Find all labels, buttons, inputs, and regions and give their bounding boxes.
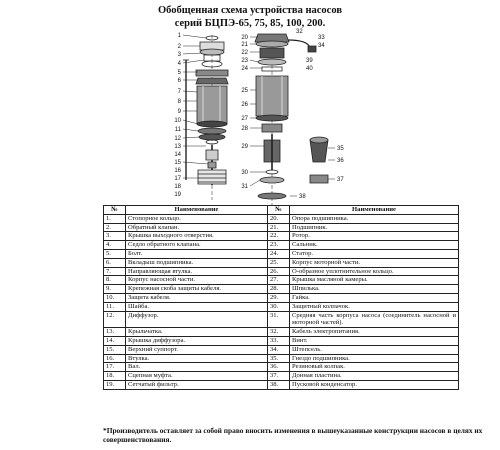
- diagram-subtitle: серий БЦПЭ-65, 75, 85, 100, 200.: [174, 18, 326, 29]
- cell-num-left: 10.: [104, 293, 126, 302]
- cell-name-left: Сетчатый фильтр.: [126, 380, 268, 389]
- cell-num-right: 34.: [268, 345, 290, 354]
- cell-name-right: Винт.: [290, 336, 459, 345]
- callout-12: 12: [174, 136, 181, 142]
- cell-num-right: 32.: [268, 328, 290, 337]
- callout-39: 39: [306, 58, 313, 64]
- cell-num-right: 28.: [268, 285, 290, 294]
- table-row: [104, 328, 459, 337]
- callout-22: 22: [241, 50, 248, 56]
- cell-name-right: Статор.: [290, 249, 459, 258]
- callout-23: 23: [241, 58, 248, 64]
- footnote: *Производитель оставляет за собой право вносить изменения в вышеуказанные конструкции насосов в целях их совершенствования.: [103, 426, 483, 445]
- cell-num-left: 7.: [104, 267, 126, 276]
- table-row: [104, 311, 459, 328]
- callout-6: 6: [177, 78, 181, 84]
- callout-16: 16: [174, 168, 181, 174]
- table-row: [104, 293, 459, 302]
- cell-name-right: Корпус моторной части.: [290, 258, 459, 267]
- cell-name-left: Верхний суппорт.: [126, 345, 268, 354]
- cell-name-right: Крышка масляной камеры.: [290, 276, 459, 285]
- cell-name-right: Донная пластина.: [290, 372, 459, 381]
- cell-num-left: 19.: [104, 380, 126, 389]
- callout-28: 28: [241, 126, 248, 132]
- cell-name-left: Крепежная скоба защиты кабеля.: [126, 285, 268, 294]
- callout-15: 15: [174, 160, 181, 166]
- callout-17: 17: [174, 176, 181, 182]
- cell-name-right: Защитный колпачок.: [290, 302, 459, 311]
- cell-num-right: 24.: [268, 249, 290, 258]
- callout-38: 38: [299, 194, 306, 200]
- cell-name-right: Кабель электропитания.: [290, 328, 459, 337]
- cell-num-right: 25.: [268, 258, 290, 267]
- cell-num-right: 37.: [268, 372, 290, 381]
- table-row: [104, 249, 459, 258]
- cell-name-right: Гнездо подшипника.: [290, 354, 459, 363]
- callout-8: 8: [177, 99, 181, 105]
- cell-num-right: 26.: [268, 267, 290, 276]
- callout-4: 4: [177, 61, 181, 67]
- cell-name-left: Крышка выходного отверстия.: [126, 232, 268, 241]
- cell-name-left: Сцепная муфта.: [126, 372, 268, 381]
- table-row: [104, 232, 459, 241]
- cell-num-left: 17.: [104, 363, 126, 372]
- cell-name-left: Седло обратного клапана.: [126, 241, 268, 250]
- callout-18: 18: [174, 184, 181, 190]
- callout-3: 3: [177, 52, 181, 58]
- cell-num-right: 31.: [268, 311, 290, 328]
- callout-29: 29: [241, 144, 248, 150]
- table-row: [104, 241, 459, 250]
- left-callout-numbers: [174, 33, 181, 198]
- cell-name-left: Шайба.: [126, 302, 268, 311]
- callout-26: 26: [241, 102, 248, 108]
- callout-7: 7: [177, 89, 181, 95]
- table-row: [104, 336, 459, 345]
- table-row: [104, 223, 459, 232]
- cell-name-left: Втулка.: [126, 354, 268, 363]
- callout-37: 37: [337, 177, 344, 183]
- callout-30: 30: [241, 170, 248, 176]
- callout-11: 11: [174, 127, 181, 133]
- cell-num-left: 18.: [104, 372, 126, 381]
- cell-num-left: 16.: [104, 354, 126, 363]
- callout-1: 1: [177, 33, 181, 39]
- diagram-title: Обобщенная схема устройства насосов: [158, 5, 342, 16]
- callout-25: 25: [241, 88, 248, 94]
- cell-num-right: 27.: [268, 276, 290, 285]
- exploded-pump-diagram: [0, 0, 500, 205]
- motor-assembly-drawing: [255, 34, 328, 199]
- cell-name-right: Пусковой конденсатор.: [290, 380, 459, 389]
- table-row: [104, 214, 459, 223]
- callout-14: 14: [174, 152, 181, 158]
- cell-num-left: 11.: [104, 302, 126, 311]
- cell-num-left: 5.: [104, 249, 126, 258]
- cell-name-left: Болт.: [126, 249, 268, 258]
- cell-num-right: 36.: [268, 363, 290, 372]
- cell-name-left: Вкладыш подшипника.: [126, 258, 268, 267]
- cell-name-right: Ротор.: [290, 232, 459, 241]
- callout-13: 13: [174, 144, 181, 150]
- cell-name-left: Диффузор.: [126, 311, 268, 328]
- callout-19: 19: [174, 192, 181, 198]
- parts-table: [103, 205, 459, 390]
- callout-31: 31: [241, 184, 248, 190]
- table-row: [104, 276, 459, 285]
- cell-num-left: 2.: [104, 223, 126, 232]
- table-row: [104, 380, 459, 389]
- cell-num-left: 12.: [104, 311, 126, 328]
- table-row: [104, 258, 459, 267]
- callout-5: 5: [177, 70, 181, 76]
- table-row: [104, 363, 459, 372]
- cell-name-right: Шпилька.: [290, 285, 459, 294]
- table-row: [104, 372, 459, 381]
- callout-40: 40: [306, 66, 313, 72]
- cell-num-right: 38.: [268, 380, 290, 389]
- cell-num-left: 1.: [104, 214, 126, 223]
- cell-num-left: 6.: [104, 258, 126, 267]
- callout-32: 32: [296, 29, 303, 35]
- callout-27: 27: [241, 116, 248, 122]
- cell-num-right: 29.: [268, 293, 290, 302]
- callout-34: 34: [318, 43, 325, 49]
- callout-36: 36: [337, 158, 344, 164]
- cell-num-right: 30.: [268, 302, 290, 311]
- cell-name-left: Крышка диффузора.: [126, 336, 268, 345]
- cell-name-left: Обратный клапан.: [126, 223, 268, 232]
- cell-name-left: Вал.: [126, 363, 268, 372]
- table-row: [104, 267, 459, 276]
- table-row: [104, 354, 459, 363]
- cell-num-right: 35.: [268, 354, 290, 363]
- header-name-left: Наименование: [126, 206, 268, 215]
- cell-num-left: 3.: [104, 232, 126, 241]
- cell-num-left: 9.: [104, 285, 126, 294]
- cell-num-right: 33.: [268, 336, 290, 345]
- cell-num-right: 21.: [268, 223, 290, 232]
- cell-num-left: 14.: [104, 336, 126, 345]
- cell-name-right: Штепсель.: [290, 345, 459, 354]
- cell-num-left: 4.: [104, 241, 126, 250]
- table-row: [104, 302, 459, 311]
- cell-name-left: Стопорное кольцо.: [126, 214, 268, 223]
- cell-num-left: 15.: [104, 345, 126, 354]
- table-row: [104, 285, 459, 294]
- cell-name-left: Направляющая втулка.: [126, 267, 268, 276]
- callout-10: 10: [174, 118, 181, 124]
- cell-num-left: 8.: [104, 276, 126, 285]
- cell-name-right: Опора подшипника.: [290, 214, 459, 223]
- cell-name-left: Корпус насосной части.: [126, 276, 268, 285]
- cell-name-right: Гайка.: [290, 293, 459, 302]
- header-name-right: Наименование: [290, 206, 459, 215]
- callout-24: 24: [241, 66, 248, 72]
- header-num-left: №: [104, 206, 126, 215]
- table-header-row: [104, 206, 459, 215]
- header-num-right: №: [268, 206, 290, 215]
- callout-20: 20: [241, 35, 248, 41]
- cell-num-right: 23.: [268, 241, 290, 250]
- cell-name-right: Резиновый колпак.: [290, 363, 459, 372]
- cell-name-left: Крыльчатка.: [126, 328, 268, 337]
- cell-name-right: О-образное уплотнительное кольцо.: [290, 267, 459, 276]
- callout-9: 9: [177, 109, 181, 115]
- callout-2: 2: [177, 44, 181, 50]
- cell-name-left: Защита кабеля.: [126, 293, 268, 302]
- callout-21: 21: [241, 42, 248, 48]
- table-row: [104, 345, 459, 354]
- callout-33: 33: [318, 35, 325, 41]
- cell-name-right: Сальник.: [290, 241, 459, 250]
- cell-name-right: Подшипник.: [290, 223, 459, 232]
- cell-num-left: 13.: [104, 328, 126, 337]
- cell-name-right: Средняя часть корпуса насоса (соединитель насосной и моторной частей).: [290, 311, 459, 328]
- callout-35: 35: [337, 146, 344, 152]
- cell-num-right: 20.: [268, 214, 290, 223]
- cell-num-right: 22.: [268, 232, 290, 241]
